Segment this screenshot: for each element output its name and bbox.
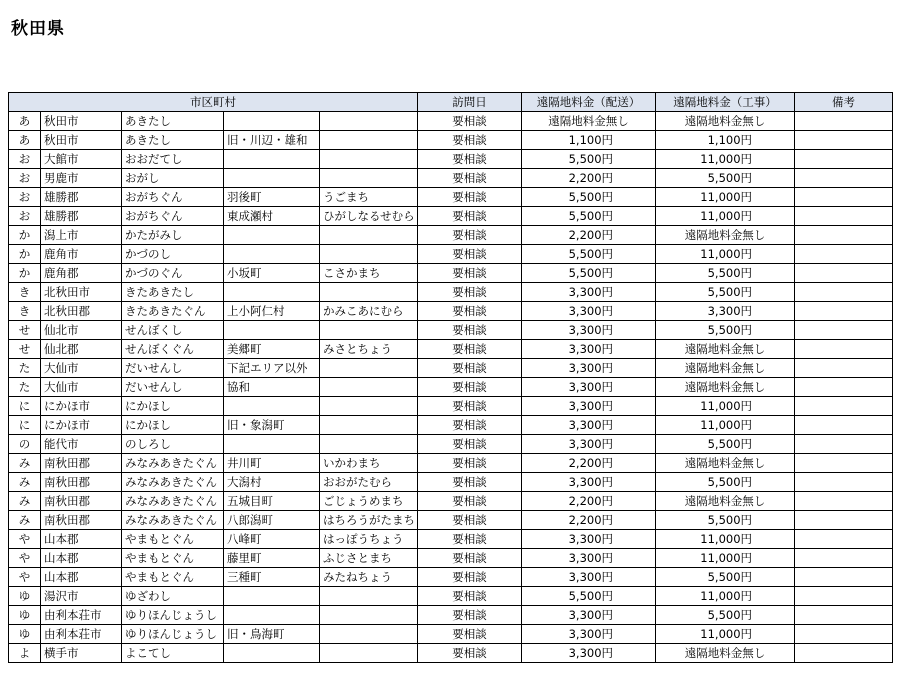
fee-delivery-cell: 3,300円 (522, 549, 656, 568)
header-row (9, 93, 893, 112)
fee-delivery-cell: 5,500円 (522, 264, 656, 283)
header-fee-construction: 遠隔地料金（工事） (656, 93, 795, 112)
fee-construction-cell: 遠隔地料金無し (656, 378, 795, 397)
notes-cell (795, 169, 893, 188)
visit-day-cell: 要相談 (418, 587, 522, 606)
town-cell: 旧・象潟町 (224, 416, 320, 435)
fee-construction-cell: 5,500円 (656, 473, 795, 492)
fee-delivery-cell: 2,200円 (522, 169, 656, 188)
town-cell: 羽後町 (224, 188, 320, 207)
town-reading-cell (320, 625, 418, 644)
table-row (9, 454, 893, 473)
table-row (9, 473, 893, 492)
notes-cell (795, 378, 893, 397)
table-row (9, 644, 893, 663)
city-reading-cell: ゆざわし (122, 587, 224, 606)
fee-delivery-cell: 2,200円 (522, 226, 656, 245)
city-reading-cell: のしろし (122, 435, 224, 454)
notes-cell (795, 245, 893, 264)
notes-cell (795, 511, 893, 530)
town-reading-cell (320, 150, 418, 169)
table-row (9, 207, 893, 226)
city-cell: 鹿角市 (41, 245, 122, 264)
notes-cell (795, 340, 893, 359)
town-reading-cell (320, 435, 418, 454)
town-reading-cell (320, 321, 418, 340)
fee-delivery-cell: 3,300円 (522, 473, 656, 492)
visit-day-cell: 要相談 (418, 435, 522, 454)
city-cell: 大仙市 (41, 378, 122, 397)
notes-cell (795, 416, 893, 435)
fee-construction-cell: 11,000円 (656, 207, 795, 226)
table-row (9, 435, 893, 454)
city-cell: 秋田市 (41, 112, 122, 131)
town-reading-cell (320, 359, 418, 378)
visit-day-cell: 要相談 (418, 226, 522, 245)
town-cell: 旧・鳥海町 (224, 625, 320, 644)
notes-cell (795, 264, 893, 283)
town-cell: 協和 (224, 378, 320, 397)
fee-construction-cell: 遠隔地料金無し (656, 492, 795, 511)
notes-cell (795, 435, 893, 454)
fee-delivery-cell: 3,300円 (522, 302, 656, 321)
fee-delivery-cell: 2,200円 (522, 492, 656, 511)
city-cell: 北秋田郡 (41, 302, 122, 321)
city-reading-cell: やまもとぐん (122, 568, 224, 587)
index-kana-cell: か (9, 226, 41, 245)
city-cell: 鹿角郡 (41, 264, 122, 283)
table-body (9, 112, 893, 663)
town-reading-cell (320, 226, 418, 245)
table-row (9, 378, 893, 397)
notes-cell (795, 397, 893, 416)
city-reading-cell: ゆりほんじょうし (122, 606, 224, 625)
table-row (9, 549, 893, 568)
town-cell (224, 321, 320, 340)
town-reading-cell (320, 397, 418, 416)
city-reading-cell: みなみあきたぐん (122, 492, 224, 511)
town-reading-cell: みさとちょう (320, 340, 418, 359)
city-reading-cell: おがし (122, 169, 224, 188)
index-kana-cell: あ (9, 112, 41, 131)
table-row (9, 169, 893, 188)
header-fee-delivery: 遠隔地料金（配送） (522, 93, 656, 112)
visit-day-cell: 要相談 (418, 378, 522, 397)
fee-construction-cell: 5,500円 (656, 264, 795, 283)
fee-construction-cell: 遠隔地料金無し (656, 340, 795, 359)
visit-day-cell: 要相談 (418, 606, 522, 625)
visit-day-cell: 要相談 (418, 454, 522, 473)
index-kana-cell: み (9, 511, 41, 530)
town-reading-cell: ごじょうめまち (320, 492, 418, 511)
fee-construction-cell: 11,000円 (656, 188, 795, 207)
index-kana-cell: お (9, 207, 41, 226)
table-row (9, 264, 893, 283)
visit-day-cell: 要相談 (418, 644, 522, 663)
table-row (9, 587, 893, 606)
index-kana-cell: に (9, 416, 41, 435)
town-reading-cell: かみこあにむら (320, 302, 418, 321)
index-kana-cell: か (9, 245, 41, 264)
town-reading-cell: はちろうがたまち (320, 511, 418, 530)
city-cell: にかほ市 (41, 416, 122, 435)
town-cell: 八峰町 (224, 530, 320, 549)
index-kana-cell: ゆ (9, 625, 41, 644)
town-reading-cell (320, 283, 418, 302)
town-cell: 八郎潟町 (224, 511, 320, 530)
visit-day-cell: 要相談 (418, 112, 522, 131)
notes-cell (795, 359, 893, 378)
town-reading-cell (320, 169, 418, 188)
index-kana-cell: た (9, 378, 41, 397)
table-row (9, 416, 893, 435)
town-cell: 旧・川辺・雄和 (224, 131, 320, 150)
fee-delivery-cell: 3,300円 (522, 378, 656, 397)
city-reading-cell: おがちぐん (122, 188, 224, 207)
fee-construction-cell: 11,000円 (656, 150, 795, 169)
index-kana-cell: や (9, 568, 41, 587)
town-cell: 三種町 (224, 568, 320, 587)
notes-cell (795, 549, 893, 568)
town-cell (224, 397, 320, 416)
city-cell: 雄勝郡 (41, 207, 122, 226)
table-row (9, 359, 893, 378)
notes-cell (795, 492, 893, 511)
notes-cell (795, 112, 893, 131)
city-cell: 雄勝郡 (41, 188, 122, 207)
notes-cell (795, 207, 893, 226)
town-reading-cell: ふじさとまち (320, 549, 418, 568)
city-reading-cell: やまもとぐん (122, 530, 224, 549)
fee-construction-cell: 5,500円 (656, 283, 795, 302)
city-reading-cell: よこてし (122, 644, 224, 663)
notes-cell (795, 587, 893, 606)
visit-day-cell: 要相談 (418, 188, 522, 207)
city-reading-cell: おがちぐん (122, 207, 224, 226)
city-cell: 南秋田郡 (41, 511, 122, 530)
city-cell: 仙北市 (41, 321, 122, 340)
visit-day-cell: 要相談 (418, 359, 522, 378)
notes-cell (795, 454, 893, 473)
city-reading-cell: ゆりほんじょうし (122, 625, 224, 644)
city-reading-cell: にかほし (122, 416, 224, 435)
city-cell: 仙北郡 (41, 340, 122, 359)
fee-table (8, 92, 893, 663)
town-cell (224, 283, 320, 302)
index-kana-cell: み (9, 454, 41, 473)
city-cell: 男鹿市 (41, 169, 122, 188)
table-row (9, 530, 893, 549)
table-row (9, 112, 893, 131)
index-kana-cell: や (9, 549, 41, 568)
city-reading-cell: きたあきたし (122, 283, 224, 302)
fee-construction-cell: 5,500円 (656, 169, 795, 188)
notes-cell (795, 644, 893, 663)
fee-construction-cell: 遠隔地料金無し (656, 454, 795, 473)
index-kana-cell: せ (9, 340, 41, 359)
town-cell: 東成瀬村 (224, 207, 320, 226)
city-cell: 横手市 (41, 644, 122, 663)
fee-delivery-cell: 2,200円 (522, 511, 656, 530)
table-row (9, 340, 893, 359)
table-row (9, 397, 893, 416)
fee-delivery-cell: 3,300円 (522, 397, 656, 416)
town-cell: 大潟村 (224, 473, 320, 492)
fee-delivery-cell: 3,300円 (522, 321, 656, 340)
notes-cell (795, 283, 893, 302)
town-reading-cell (320, 606, 418, 625)
fee-delivery-cell: 5,500円 (522, 245, 656, 264)
town-cell: 五城目町 (224, 492, 320, 511)
city-reading-cell: かづのぐん (122, 264, 224, 283)
index-kana-cell: き (9, 283, 41, 302)
fee-delivery-cell: 1,100円 (522, 131, 656, 150)
header-municipality: 市区町村 (9, 93, 418, 112)
visit-day-cell: 要相談 (418, 416, 522, 435)
index-kana-cell: あ (9, 131, 41, 150)
fee-construction-cell: 5,500円 (656, 511, 795, 530)
visit-day-cell: 要相談 (418, 568, 522, 587)
city-reading-cell: かづのし (122, 245, 224, 264)
town-cell (224, 112, 320, 131)
fee-construction-cell: 11,000円 (656, 416, 795, 435)
town-reading-cell: うごまち (320, 188, 418, 207)
city-cell: 大仙市 (41, 359, 122, 378)
city-reading-cell: きたあきたぐん (122, 302, 224, 321)
index-kana-cell: ゆ (9, 587, 41, 606)
table-row (9, 188, 893, 207)
index-kana-cell: た (9, 359, 41, 378)
city-cell: 山本郡 (41, 568, 122, 587)
visit-day-cell: 要相談 (418, 530, 522, 549)
header-visit-day: 訪問日 (418, 93, 522, 112)
fee-construction-cell: 遠隔地料金無し (656, 226, 795, 245)
fee-delivery-cell: 5,500円 (522, 207, 656, 226)
visit-day-cell: 要相談 (418, 150, 522, 169)
visit-day-cell: 要相談 (418, 549, 522, 568)
index-kana-cell: み (9, 492, 41, 511)
fee-delivery-cell: 3,300円 (522, 435, 656, 454)
city-reading-cell: みなみあきたぐん (122, 473, 224, 492)
city-reading-cell: せんぼくし (122, 321, 224, 340)
fee-construction-cell: 遠隔地料金無し (656, 112, 795, 131)
visit-day-cell: 要相談 (418, 207, 522, 226)
town-cell: 下記エリア以外 (224, 359, 320, 378)
visit-day-cell: 要相談 (418, 511, 522, 530)
index-kana-cell: お (9, 188, 41, 207)
table-row (9, 321, 893, 340)
fee-construction-cell: 11,000円 (656, 587, 795, 606)
index-kana-cell: せ (9, 321, 41, 340)
table-row (9, 131, 893, 150)
fee-delivery-cell: 3,300円 (522, 283, 656, 302)
visit-day-cell: 要相談 (418, 321, 522, 340)
city-reading-cell: あきたし (122, 112, 224, 131)
town-reading-cell (320, 245, 418, 264)
table-row (9, 245, 893, 264)
visit-day-cell: 要相談 (418, 492, 522, 511)
table-row (9, 302, 893, 321)
fee-construction-cell: 遠隔地料金無し (656, 644, 795, 663)
fee-delivery-cell: 2,200円 (522, 454, 656, 473)
town-cell (224, 226, 320, 245)
town-reading-cell: いかわまち (320, 454, 418, 473)
fee-construction-cell: 11,000円 (656, 397, 795, 416)
city-reading-cell: おおだてし (122, 150, 224, 169)
fee-construction-cell: 5,500円 (656, 606, 795, 625)
visit-day-cell: 要相談 (418, 245, 522, 264)
fee-construction-cell: 遠隔地料金無し (656, 359, 795, 378)
visit-day-cell: 要相談 (418, 302, 522, 321)
city-cell: 南秋田郡 (41, 473, 122, 492)
city-reading-cell: かたがみし (122, 226, 224, 245)
fee-delivery-cell: 3,300円 (522, 625, 656, 644)
city-cell: 秋田市 (41, 131, 122, 150)
table-row (9, 568, 893, 587)
index-kana-cell: や (9, 530, 41, 549)
town-reading-cell (320, 112, 418, 131)
index-kana-cell: に (9, 397, 41, 416)
town-reading-cell (320, 416, 418, 435)
index-kana-cell: お (9, 169, 41, 188)
fee-delivery-cell: 5,500円 (522, 150, 656, 169)
city-cell: 南秋田郡 (41, 492, 122, 511)
fee-delivery-cell: 3,300円 (522, 359, 656, 378)
city-reading-cell: みなみあきたぐん (122, 511, 224, 530)
notes-cell (795, 188, 893, 207)
page-title: 秋田県 (11, 19, 65, 39)
notes-cell (795, 131, 893, 150)
town-reading-cell: こさかまち (320, 264, 418, 283)
town-reading-cell (320, 378, 418, 397)
town-reading-cell (320, 131, 418, 150)
town-cell (224, 606, 320, 625)
table-row (9, 511, 893, 530)
fee-construction-cell: 3,300円 (656, 302, 795, 321)
town-reading-cell: ひがしなるせむら (320, 207, 418, 226)
fee-delivery-cell: 3,300円 (522, 606, 656, 625)
fee-construction-cell: 11,000円 (656, 625, 795, 644)
fee-delivery-cell: 遠隔地料金無し (522, 112, 656, 131)
town-cell: 上小阿仁村 (224, 302, 320, 321)
fee-construction-cell: 11,000円 (656, 530, 795, 549)
city-cell: 大館市 (41, 150, 122, 169)
visit-day-cell: 要相談 (418, 264, 522, 283)
city-reading-cell: だいせんし (122, 359, 224, 378)
visit-day-cell: 要相談 (418, 397, 522, 416)
index-kana-cell: ゆ (9, 606, 41, 625)
header-notes: 備考 (795, 93, 893, 112)
visit-day-cell: 要相談 (418, 131, 522, 150)
fee-delivery-cell: 5,500円 (522, 587, 656, 606)
notes-cell (795, 530, 893, 549)
town-reading-cell: みたねちょう (320, 568, 418, 587)
city-cell: 山本郡 (41, 530, 122, 549)
city-reading-cell: あきたし (122, 131, 224, 150)
fee-delivery-cell: 3,300円 (522, 568, 656, 587)
city-cell: 由利本荘市 (41, 606, 122, 625)
notes-cell (795, 302, 893, 321)
town-reading-cell: はっぽうちょう (320, 530, 418, 549)
city-reading-cell: やまもとぐん (122, 549, 224, 568)
table-row (9, 283, 893, 302)
town-reading-cell (320, 644, 418, 663)
city-cell: 湯沢市 (41, 587, 122, 606)
city-cell: 潟上市 (41, 226, 122, 245)
notes-cell (795, 473, 893, 492)
fee-construction-cell: 5,500円 (656, 568, 795, 587)
city-cell: 能代市 (41, 435, 122, 454)
table-row (9, 606, 893, 625)
town-cell: 藤里町 (224, 549, 320, 568)
index-kana-cell: き (9, 302, 41, 321)
town-cell: 美郷町 (224, 340, 320, 359)
index-kana-cell: み (9, 473, 41, 492)
town-reading-cell (320, 587, 418, 606)
city-reading-cell: みなみあきたぐん (122, 454, 224, 473)
notes-cell (795, 150, 893, 169)
town-cell (224, 644, 320, 663)
town-cell (224, 150, 320, 169)
town-cell (224, 169, 320, 188)
table-row (9, 625, 893, 644)
city-reading-cell: だいせんし (122, 378, 224, 397)
visit-day-cell: 要相談 (418, 625, 522, 644)
fee-construction-cell: 5,500円 (656, 321, 795, 340)
city-cell: 北秋田市 (41, 283, 122, 302)
town-cell (224, 587, 320, 606)
index-kana-cell: か (9, 264, 41, 283)
city-cell: 南秋田郡 (41, 454, 122, 473)
notes-cell (795, 568, 893, 587)
fee-delivery-cell: 3,300円 (522, 416, 656, 435)
city-cell: 山本郡 (41, 549, 122, 568)
table-row (9, 226, 893, 245)
index-kana-cell: よ (9, 644, 41, 663)
table-row (9, 150, 893, 169)
table-row (9, 492, 893, 511)
town-cell (224, 245, 320, 264)
index-kana-cell: の (9, 435, 41, 454)
city-reading-cell: にかほし (122, 397, 224, 416)
fee-delivery-cell: 3,300円 (522, 530, 656, 549)
index-kana-cell: お (9, 150, 41, 169)
town-cell: 井川町 (224, 454, 320, 473)
town-cell (224, 435, 320, 454)
fee-construction-cell: 11,000円 (656, 549, 795, 568)
town-cell: 小坂町 (224, 264, 320, 283)
visit-day-cell: 要相談 (418, 169, 522, 188)
fee-delivery-cell: 3,300円 (522, 340, 656, 359)
notes-cell (795, 226, 893, 245)
fee-construction-cell: 5,500円 (656, 435, 795, 454)
city-cell: 由利本荘市 (41, 625, 122, 644)
visit-day-cell: 要相談 (418, 473, 522, 492)
visit-day-cell: 要相談 (418, 283, 522, 302)
city-cell: にかほ市 (41, 397, 122, 416)
visit-day-cell: 要相談 (418, 340, 522, 359)
fee-delivery-cell: 3,300円 (522, 644, 656, 663)
notes-cell (795, 606, 893, 625)
fee-construction-cell: 11,000円 (656, 245, 795, 264)
notes-cell (795, 321, 893, 340)
fee-delivery-cell: 5,500円 (522, 188, 656, 207)
notes-cell (795, 625, 893, 644)
fee-construction-cell: 1,100円 (656, 131, 795, 150)
town-reading-cell: おおがたむら (320, 473, 418, 492)
city-reading-cell: せんぼくぐん (122, 340, 224, 359)
